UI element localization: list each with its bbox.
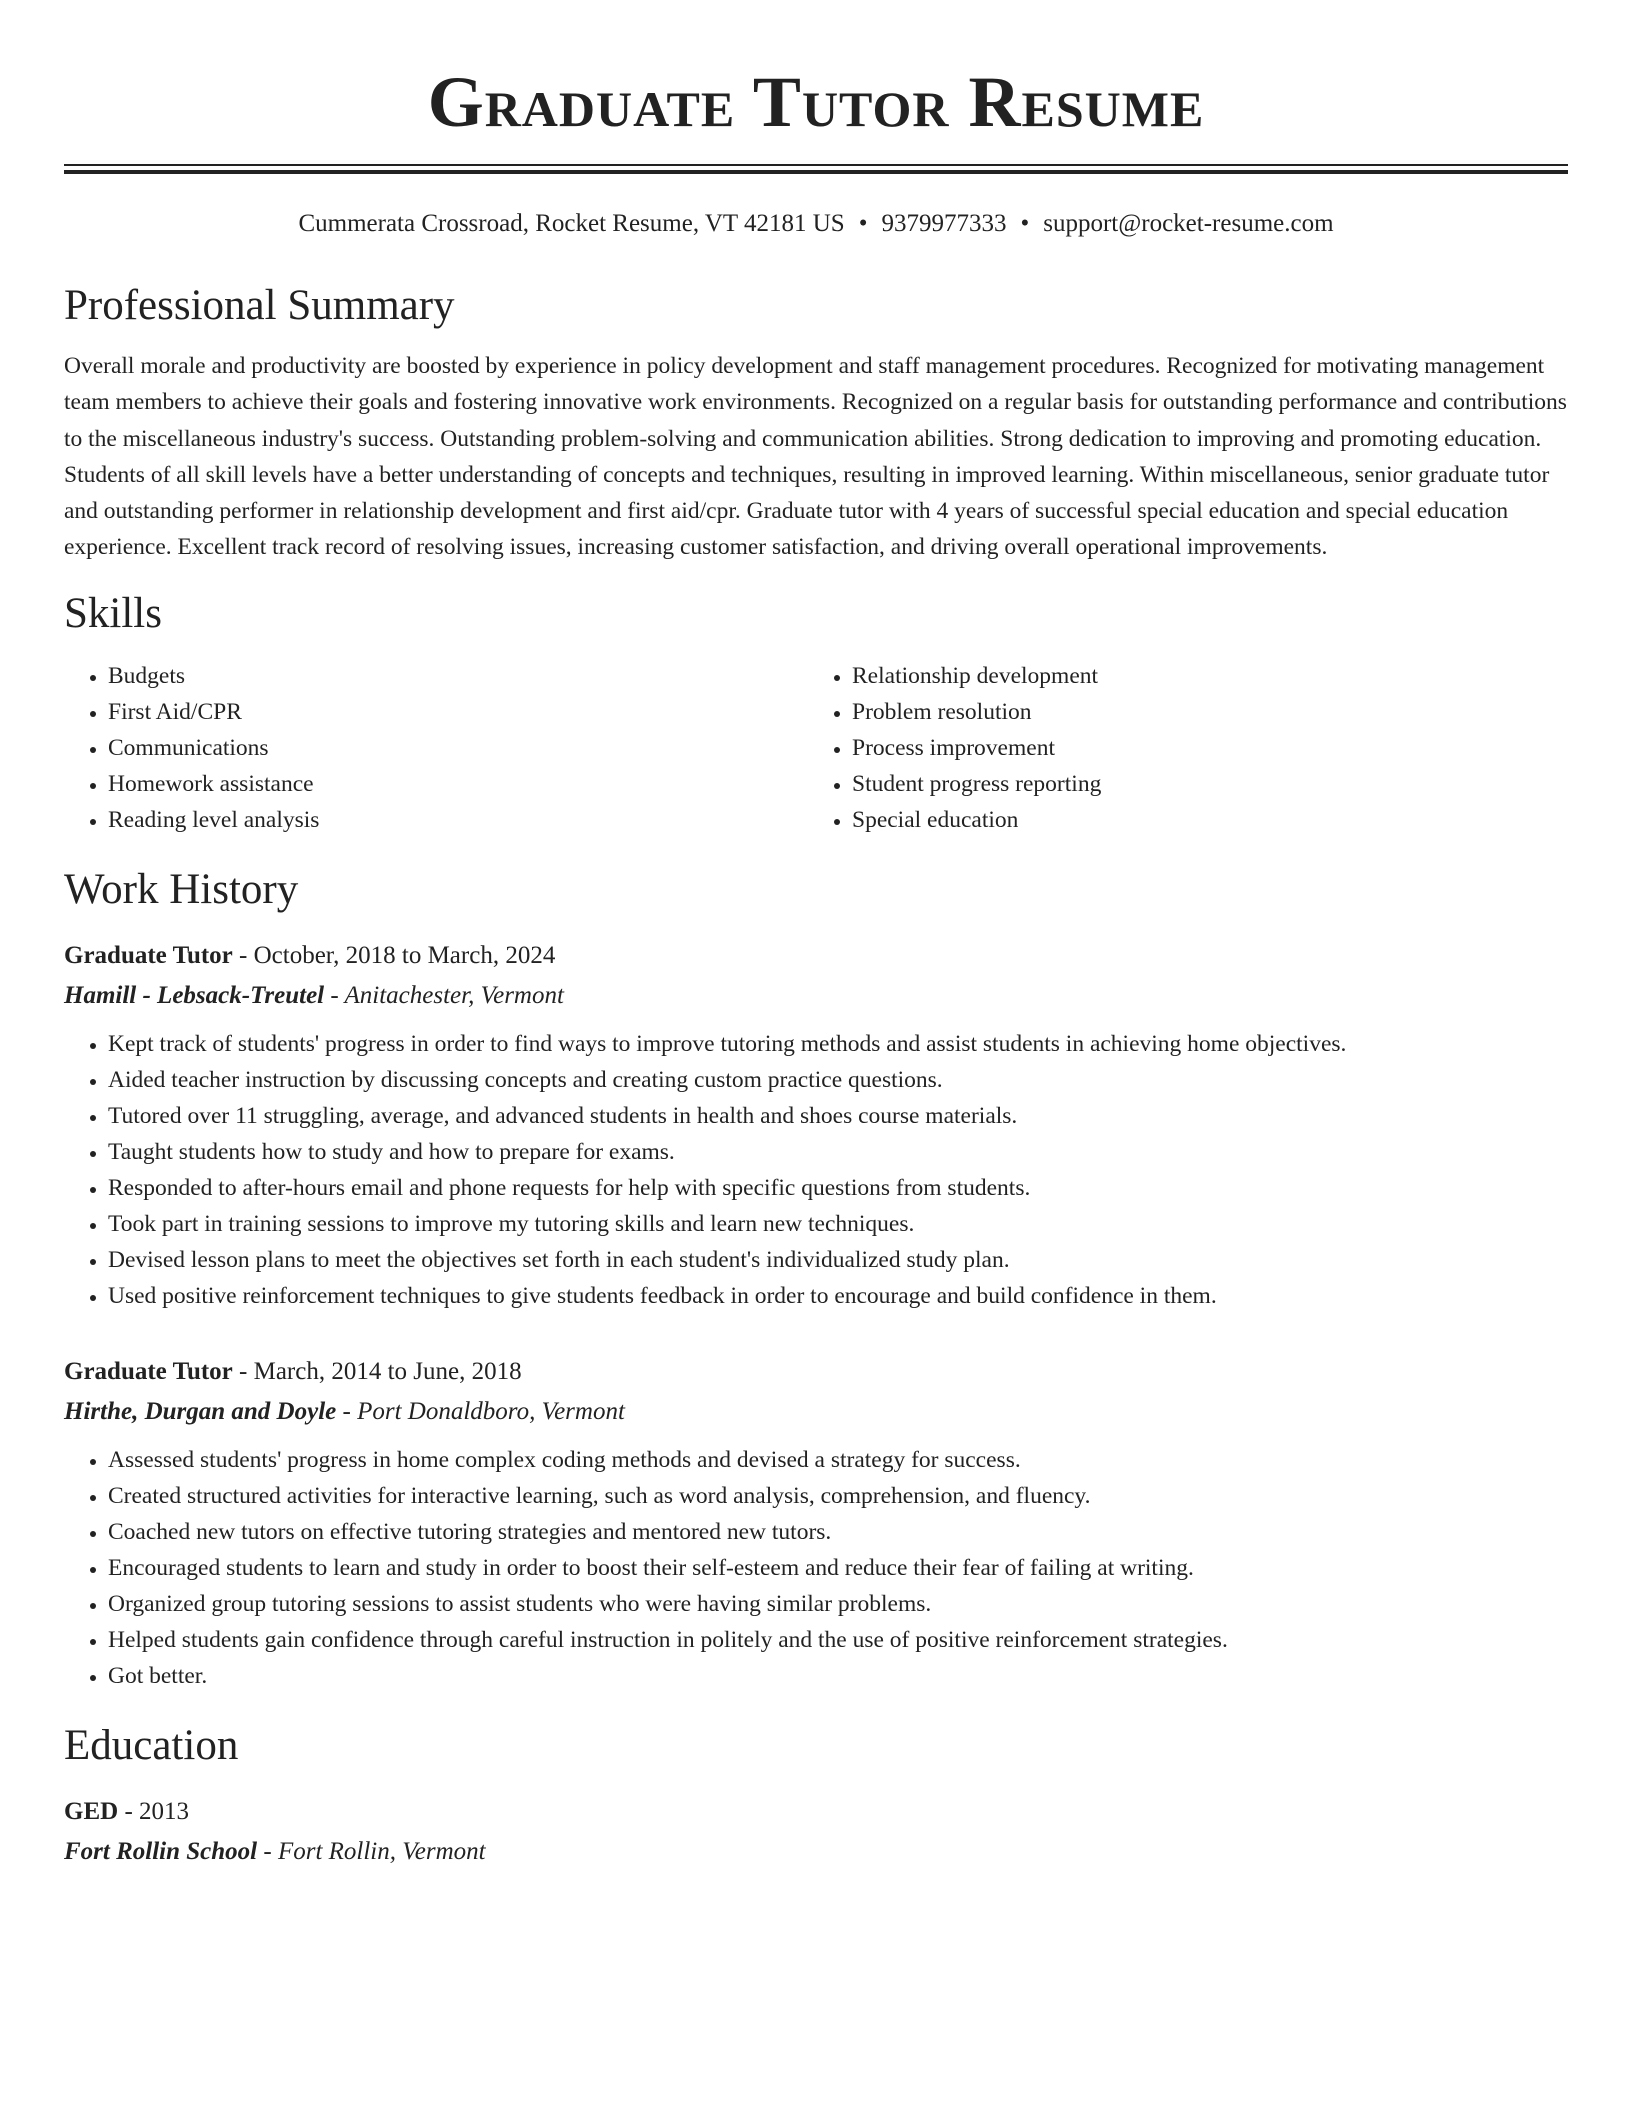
job-title-line: Graduate Tutor - October, 2018 to March, 2024 xyxy=(64,941,556,969)
resume-title: Graduate Tutor Resume xyxy=(427,62,1205,142)
job-role: Graduate Tutor xyxy=(64,941,233,969)
education-year: 2013 xyxy=(139,1797,190,1825)
skills-heading: Skills xyxy=(64,589,162,637)
skill-item: • First Aid/CPR xyxy=(108,694,808,730)
summary-text: Overall morale and productivity are boosted by experience in policy development and staff management procedures. Recognized for motivating management team members to achieve their goals and fostering innovative work environments. Recognized on a regular basis for outstanding performance and contributions to the miscellaneous industry's success. Outstanding problem-solving and communication abilities. Strong dedication to improving and promoting education. Students of all skill levels have a better understanding of concepts and techniques, resulting in improved learning. Within miscellaneous, senior graduate tutor and outstanding performer in relationship development and first aid/cpr. Graduate tutor with 4 years of successful special education and special education experience. Excellent track record of resolving issues, increasing customer satisfaction, and driving overall operational improvements. xyxy=(64,353,1567,561)
education-heading: Education xyxy=(64,1721,239,1769)
contact-line xyxy=(64,208,1568,240)
job-entry xyxy=(64,1352,1568,1694)
duty-item: • Encouraged students to learn and study in order to boost their self-esteem and reduce their fear of failing at writing. xyxy=(108,1550,1568,1586)
skill-item: • Communications xyxy=(108,730,808,766)
contact-phone[interactable]: 9379977333 xyxy=(881,210,1007,237)
job-company-line: Hamill - Lebsack-Treutel - Anitachester, Vermont xyxy=(64,981,564,1009)
job-role: Graduate Tutor xyxy=(64,1357,233,1385)
skill-item: • Process improvement xyxy=(852,730,1568,766)
duty-item: • Took part in training sessions to improve my tutoring skills and learn new techniques. xyxy=(108,1206,1568,1242)
duty-item: • Assessed students' progress in home complex coding methods and devised a strategy for success. xyxy=(108,1442,1568,1478)
skill-item: • Budgets xyxy=(108,658,808,694)
education-school-line: Fort Rollin School - Fort Rollin, Vermont xyxy=(64,1837,486,1865)
job-entry xyxy=(64,936,1568,1314)
job-dates: October, 2018 to March, 2024 xyxy=(253,941,556,969)
work-history-heading: Work History xyxy=(64,865,299,913)
duty-item: • Coached new tutors on effective tutoring strategies and mentored new tutors. xyxy=(108,1514,1568,1550)
skills-column-left xyxy=(64,658,808,838)
duty-item: • Aided teacher instruction by discussing concepts and creating custom practice questions. xyxy=(108,1062,1568,1098)
education-degree: GED xyxy=(64,1797,119,1825)
duty-item: • Kept track of students' progress in order to find ways to improve tutoring methods and assist students in achieving home objectives. xyxy=(108,1026,1568,1062)
skills-list xyxy=(64,658,1568,838)
education-entry xyxy=(64,1792,1568,1872)
summary-heading: Professional Summary xyxy=(64,282,455,329)
duty-item: • Taught students how to study and how to prepare for exams. xyxy=(108,1134,1568,1170)
title-divider xyxy=(64,164,1568,174)
job-title-line: Graduate Tutor - March, 2014 to June, 2018 xyxy=(64,1357,522,1385)
contact-separator: • xyxy=(858,210,868,237)
job-location: Port Donaldboro, Vermont xyxy=(357,1397,625,1425)
skill-item: • Relationship development xyxy=(852,658,1568,694)
duty-item: • Helped students gain confidence through careful instruction in politely and the use of positive reinforcement strategies. xyxy=(108,1622,1568,1658)
skill-item: • Student progress reporting xyxy=(852,766,1568,802)
education-degree-line: GED - 2013 xyxy=(64,1797,190,1825)
skills-column-right xyxy=(808,658,1568,838)
job-company: Hamill - Lebsack-Treutel xyxy=(64,981,325,1009)
job-dates: March, 2014 to June, 2018 xyxy=(253,1357,522,1385)
job-location: Anitachester, Vermont xyxy=(344,981,564,1009)
education-school: Fort Rollin School xyxy=(64,1837,258,1865)
education-location: Fort Rollin, Vermont xyxy=(277,1837,486,1865)
job-duties xyxy=(64,1442,1568,1694)
skill-item: • Reading level analysis xyxy=(108,802,808,838)
job-company: Hirthe, Durgan and Doyle xyxy=(64,1397,337,1425)
duty-item: • Got better. xyxy=(108,1658,1568,1694)
duty-item: • Responded to after-hours email and phone requests for help with specific questions from students. xyxy=(108,1170,1568,1206)
skill-item: • Problem resolution xyxy=(852,694,1568,730)
contact-email[interactable]: support@rocket-resume.com xyxy=(1043,210,1334,237)
job-duties xyxy=(64,1026,1568,1314)
skill-item: • Special education xyxy=(852,802,1568,838)
duty-item: • Organized group tutoring sessions to assist students who were having similar problems. xyxy=(108,1586,1568,1622)
duty-item: • Used positive reinforcement techniques to give students feedback in order to encourage and build confidence in them. xyxy=(108,1278,1568,1314)
contact-address: Cummerata Crossroad, Rocket Resume, VT 42181 US xyxy=(298,210,845,237)
contact-separator: • xyxy=(1020,210,1030,237)
duty-item: • Created structured activities for interactive learning, such as word analysis, comprehension, and fluency. xyxy=(108,1478,1568,1514)
duty-item: • Devised lesson plans to meet the objectives set forth in each student's individualized study plan. xyxy=(108,1242,1568,1278)
job-company-line: Hirthe, Durgan and Doyle - Port Donaldboro, Vermont xyxy=(64,1397,625,1425)
skill-item: • Homework assistance xyxy=(108,766,808,802)
duty-item: • Tutored over 11 struggling, average, and advanced students in health and shoes course materials. xyxy=(108,1098,1568,1134)
